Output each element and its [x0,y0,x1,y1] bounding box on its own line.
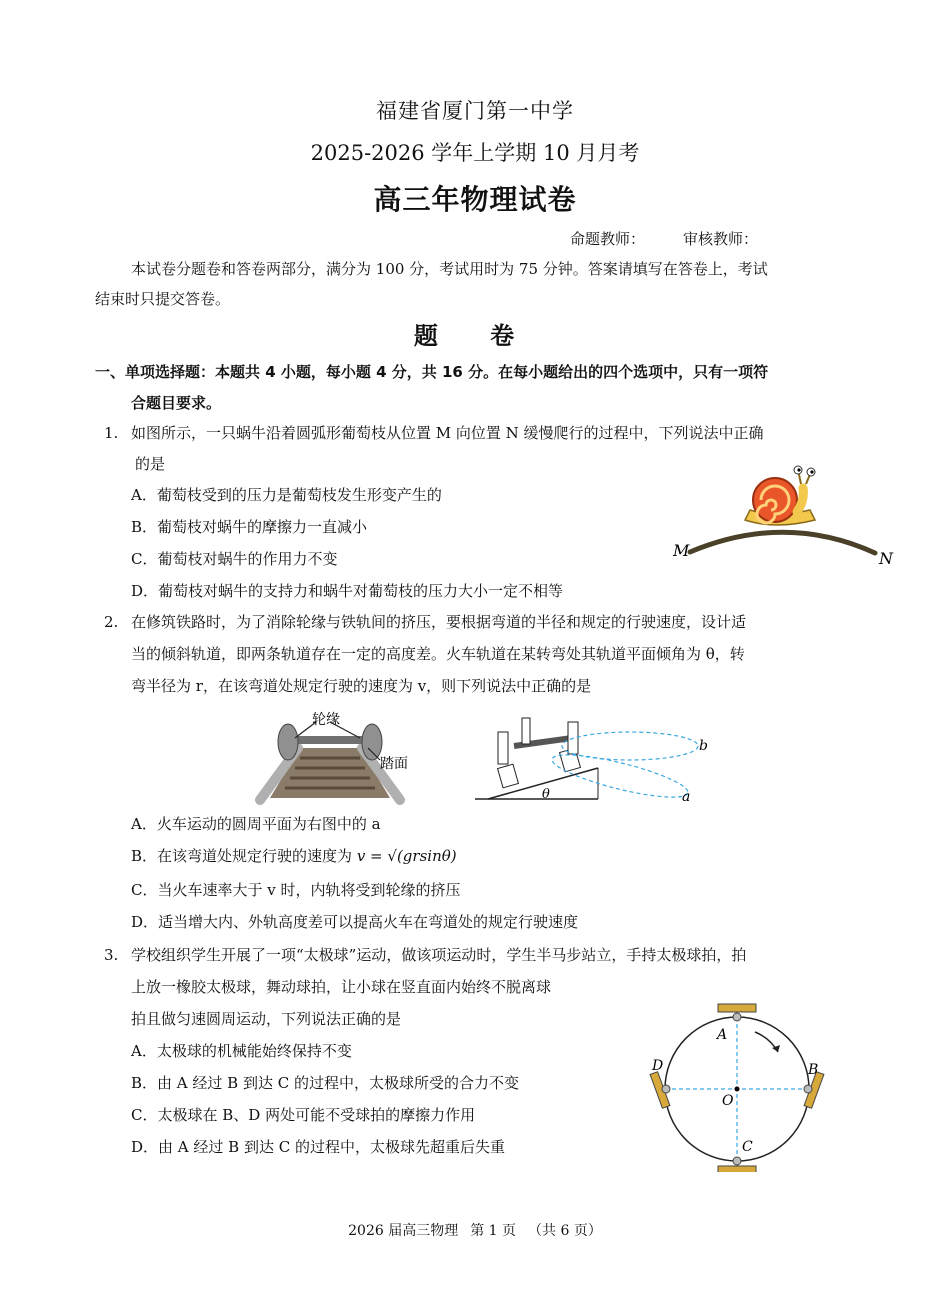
label-m: M [673,541,690,560]
paper-title: 高三年物理试卷 [373,183,577,216]
q2-option-b-formula: v = √(grsinθ) [356,847,457,865]
label-flange: 轮缘 [312,712,340,728]
exam-name: 2025-2026 学年上学期 10 月月考 [310,141,640,165]
label-b: B [808,1062,819,1078]
q3-option-d: D．由 A 经过 B 到达 C 的过程中，太极球先超重后失重 [131,1138,505,1156]
intro-line-1: 本试卷分题卷和答卷两部分，满分为 100 分，考试用时为 75 分钟。答案请填写在答卷上，考试 [131,260,768,278]
footer-page: 第 1 页 [470,1223,517,1239]
school-name: 福建省厦门第一中学 [376,99,574,123]
vine-arc [690,532,875,553]
q3-option-b: B．由 A 经过 B 到达 C 的过程中，太极球所受的合力不变 [131,1074,519,1092]
label-d: D [652,1058,664,1074]
reviewer-label: 审核教师： [683,230,759,248]
footer-total: （共 6 页） [528,1223,602,1239]
page-footer [0,1220,950,1240]
q1-option-a: A．葡萄枝受到的压力是葡萄枝发生形变产生的 [131,486,442,504]
q2-option-b [131,846,457,866]
q1-option-b: B．葡萄枝对蜗牛的摩擦力一直减小 [131,518,368,536]
q1-option-c: C．葡萄枝对蜗牛的作用力不变 [131,550,338,568]
q1-option-d: D．葡萄枝对蜗牛的支持力和蜗牛对葡萄枝的压力大小一定不相等 [131,582,564,600]
q1-line-2: 的是 [135,455,166,473]
footer-course: 2026 届高三物理 [348,1223,459,1239]
snail-figure [665,460,900,575]
rail-wheel-figure [240,708,410,806]
setter-label: 命题教师： [570,230,646,248]
label-a: A [717,1027,728,1043]
label-a: a [682,789,691,805]
q1-line-1: 如图所示，一只蜗牛沿着圆弧形葡萄枝从位置 M 向位置 N 缓慢爬行的过程中，下列说法中正确 [131,424,764,442]
label-tread: 踏面 [380,756,408,772]
q2-number: 2. [104,613,119,631]
label-theta: θ [542,787,550,802]
section1-line-1: 一、单项选择题：本题共 4 小题，每小题 4 分，共 16 分。在每小题给出的四个选项中，只有一项符 [95,363,769,381]
q1-number: 1. [104,424,119,442]
label-n: N [879,549,893,568]
section-title: 题 卷 [413,322,537,350]
q3-line-1: 学校组织学生开展了一项“太极球”运动，做该项运动时，学生半马步站立，手持太极球拍，拍 [131,946,747,964]
banked-track-figure [470,708,710,806]
teacher-line [570,228,796,249]
label-o: O [722,1093,734,1109]
paddle-bottom [718,1166,756,1172]
q3-line-2: 上放一橡胶太极球，舞动球拍，让小球在竖直面内始终不脱离球 [131,978,552,996]
q3-number: 3. [104,946,119,964]
paddle-top [718,1004,756,1012]
q2-option-c: C．当火车速率大于 v 时，内轨将受到轮缘的挤压 [131,881,461,899]
q2-option-b-text: B．在该弯道处规定行驶的速度为 [131,847,353,865]
label-c: C [742,1139,753,1155]
center-dot [735,1087,740,1092]
intro-line-2: 结束时只提交答卷。 [95,290,231,308]
snail-icon [745,466,815,525]
q2-line-1: 在修筑铁路时，为了消除轮缘与铁轨间的挤压，要根据弯道的半径和规定的行驶速度，设计适 [131,613,747,631]
section1-line-2: 合题目要求。 [131,394,222,412]
q2-line-2: 当的倾斜轨道，即两条轨道存在一定的高度差。火车轨道在某转弯处其轨道平面倾角为 θ，转 [131,645,745,663]
q2-option-d: D．适当增大内、外轨高度差可以提高火车在弯道处的规定行驶速度 [131,913,579,931]
q3-option-c: C．太极球在 B、D 两处可能不受球拍的摩擦力作用 [131,1106,476,1124]
taiji-circle-figure [640,1002,840,1172]
q3-line-3: 拍且做匀速圆周运动，下列说法正确的是 [131,1010,402,1028]
q2-line-3: 弯半径为 r，在该弯道处规定行驶的速度为 v，则下列说法中正确的是 [131,677,592,695]
q2-option-a: A．火车运动的圆周平面为右图中的 a [131,815,381,833]
q3-option-a: A．太极球的机械能始终保持不变 [131,1042,352,1060]
label-b: b [699,738,708,754]
